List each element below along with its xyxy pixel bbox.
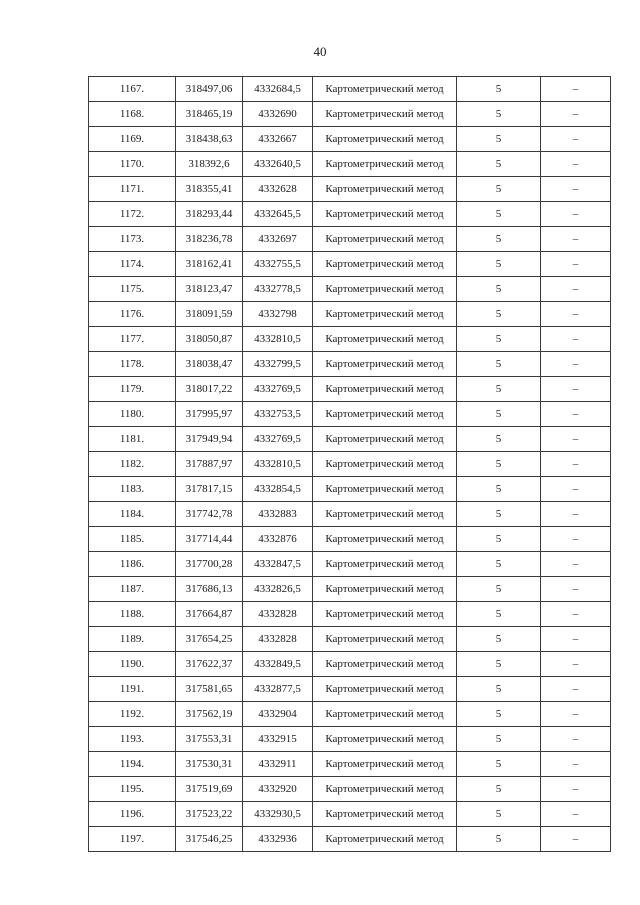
x-coordinate-cell: 317562,19 bbox=[176, 702, 243, 727]
table-row bbox=[89, 252, 611, 277]
accuracy-cell: 5 bbox=[457, 127, 541, 152]
table-row bbox=[89, 452, 611, 477]
table-row bbox=[89, 402, 611, 427]
note-cell: – bbox=[541, 477, 611, 502]
method-cell: Картометрический метод bbox=[313, 177, 457, 202]
method-cell: Картометрический метод bbox=[313, 827, 457, 852]
note-cell: – bbox=[541, 527, 611, 552]
x-coordinate-cell: 318091,59 bbox=[176, 302, 243, 327]
x-coordinate-cell: 317664,87 bbox=[176, 602, 243, 627]
point-number-cell: 1180. bbox=[89, 402, 176, 427]
x-coordinate-cell: 318236,78 bbox=[176, 227, 243, 252]
note-cell: – bbox=[541, 202, 611, 227]
method-cell: Картометрический метод bbox=[313, 727, 457, 752]
method-cell: Картометрический метод bbox=[313, 102, 457, 127]
point-number-cell: 1194. bbox=[89, 752, 176, 777]
y-coordinate-cell: 4332904 bbox=[243, 702, 313, 727]
note-cell: – bbox=[541, 102, 611, 127]
accuracy-cell: 5 bbox=[457, 452, 541, 477]
method-cell: Картометрический метод bbox=[313, 152, 457, 177]
method-cell: Картометрический метод bbox=[313, 77, 457, 102]
note-cell: – bbox=[541, 802, 611, 827]
x-coordinate-cell: 318392,6 bbox=[176, 152, 243, 177]
point-number-cell: 1193. bbox=[89, 727, 176, 752]
table-row bbox=[89, 177, 611, 202]
accuracy-cell: 5 bbox=[457, 502, 541, 527]
note-cell: – bbox=[541, 552, 611, 577]
note-cell: – bbox=[541, 327, 611, 352]
table-row bbox=[89, 602, 611, 627]
table-row bbox=[89, 577, 611, 602]
x-coordinate-cell: 317714,44 bbox=[176, 527, 243, 552]
point-number-cell: 1168. bbox=[89, 102, 176, 127]
point-number-cell: 1191. bbox=[89, 677, 176, 702]
note-cell: – bbox=[541, 352, 611, 377]
x-coordinate-cell: 318123,47 bbox=[176, 277, 243, 302]
table-row bbox=[89, 352, 611, 377]
coordinates-table bbox=[88, 76, 611, 852]
accuracy-cell: 5 bbox=[457, 752, 541, 777]
point-number-cell: 1174. bbox=[89, 252, 176, 277]
method-cell: Картометрический метод bbox=[313, 302, 457, 327]
y-coordinate-cell: 4332930,5 bbox=[243, 802, 313, 827]
y-coordinate-cell: 4332911 bbox=[243, 752, 313, 777]
y-coordinate-cell: 4332854,5 bbox=[243, 477, 313, 502]
method-cell: Картометрический метод bbox=[313, 652, 457, 677]
y-coordinate-cell: 4332847,5 bbox=[243, 552, 313, 577]
accuracy-cell: 5 bbox=[457, 652, 541, 677]
accuracy-cell: 5 bbox=[457, 402, 541, 427]
note-cell: – bbox=[541, 652, 611, 677]
y-coordinate-cell: 4332697 bbox=[243, 227, 313, 252]
x-coordinate-cell: 318038,47 bbox=[176, 352, 243, 377]
method-cell: Картометрический метод bbox=[313, 777, 457, 802]
table-row bbox=[89, 327, 611, 352]
y-coordinate-cell: 4332877,5 bbox=[243, 677, 313, 702]
accuracy-cell: 5 bbox=[457, 702, 541, 727]
accuracy-cell: 5 bbox=[457, 252, 541, 277]
note-cell: – bbox=[541, 127, 611, 152]
accuracy-cell: 5 bbox=[457, 827, 541, 852]
point-number-cell: 1171. bbox=[89, 177, 176, 202]
y-coordinate-cell: 4332755,5 bbox=[243, 252, 313, 277]
table-row bbox=[89, 127, 611, 152]
accuracy-cell: 5 bbox=[457, 552, 541, 577]
x-coordinate-cell: 318465,19 bbox=[176, 102, 243, 127]
y-coordinate-cell: 4332828 bbox=[243, 602, 313, 627]
note-cell: – bbox=[541, 252, 611, 277]
point-number-cell: 1169. bbox=[89, 127, 176, 152]
method-cell: Картометрический метод bbox=[313, 802, 457, 827]
x-coordinate-cell: 317654,25 bbox=[176, 627, 243, 652]
method-cell: Картометрический метод bbox=[313, 577, 457, 602]
x-coordinate-cell: 318438,63 bbox=[176, 127, 243, 152]
x-coordinate-cell: 317742,78 bbox=[176, 502, 243, 527]
accuracy-cell: 5 bbox=[457, 77, 541, 102]
point-number-cell: 1188. bbox=[89, 602, 176, 627]
x-coordinate-cell: 317519,69 bbox=[176, 777, 243, 802]
point-number-cell: 1175. bbox=[89, 277, 176, 302]
point-number-cell: 1196. bbox=[89, 802, 176, 827]
accuracy-cell: 5 bbox=[457, 102, 541, 127]
point-number-cell: 1173. bbox=[89, 227, 176, 252]
point-number-cell: 1181. bbox=[89, 427, 176, 452]
accuracy-cell: 5 bbox=[457, 352, 541, 377]
accuracy-cell: 5 bbox=[457, 677, 541, 702]
method-cell: Картометрический метод bbox=[313, 427, 457, 452]
point-number-cell: 1179. bbox=[89, 377, 176, 402]
point-number-cell: 1185. bbox=[89, 527, 176, 552]
y-coordinate-cell: 4332628 bbox=[243, 177, 313, 202]
point-number-cell: 1187. bbox=[89, 577, 176, 602]
table-row bbox=[89, 552, 611, 577]
method-cell: Картометрический метод bbox=[313, 202, 457, 227]
accuracy-cell: 5 bbox=[457, 727, 541, 752]
method-cell: Картометрический метод bbox=[313, 752, 457, 777]
y-coordinate-cell: 4332849,5 bbox=[243, 652, 313, 677]
note-cell: – bbox=[541, 777, 611, 802]
x-coordinate-cell: 317523,22 bbox=[176, 802, 243, 827]
table-row bbox=[89, 652, 611, 677]
note-cell: – bbox=[541, 577, 611, 602]
point-number-cell: 1182. bbox=[89, 452, 176, 477]
table-row bbox=[89, 502, 611, 527]
y-coordinate-cell: 4332769,5 bbox=[243, 377, 313, 402]
x-coordinate-cell: 318162,41 bbox=[176, 252, 243, 277]
method-cell: Картометрический метод bbox=[313, 527, 457, 552]
table-row bbox=[89, 277, 611, 302]
note-cell: – bbox=[541, 502, 611, 527]
note-cell: – bbox=[541, 427, 611, 452]
accuracy-cell: 5 bbox=[457, 427, 541, 452]
table-row bbox=[89, 827, 611, 852]
y-coordinate-cell: 4332915 bbox=[243, 727, 313, 752]
point-number-cell: 1197. bbox=[89, 827, 176, 852]
table-row bbox=[89, 727, 611, 752]
y-coordinate-cell: 4332667 bbox=[243, 127, 313, 152]
x-coordinate-cell: 318497,06 bbox=[176, 77, 243, 102]
note-cell: – bbox=[541, 727, 611, 752]
x-coordinate-cell: 318017,22 bbox=[176, 377, 243, 402]
table-row bbox=[89, 777, 611, 802]
method-cell: Картометрический метод bbox=[313, 677, 457, 702]
y-coordinate-cell: 4332798 bbox=[243, 302, 313, 327]
method-cell: Картометрический метод bbox=[313, 627, 457, 652]
accuracy-cell: 5 bbox=[457, 152, 541, 177]
method-cell: Картометрический метод bbox=[313, 702, 457, 727]
method-cell: Картометрический метод bbox=[313, 327, 457, 352]
method-cell: Картометрический метод bbox=[313, 552, 457, 577]
x-coordinate-cell: 317686,13 bbox=[176, 577, 243, 602]
table-row bbox=[89, 677, 611, 702]
point-number-cell: 1178. bbox=[89, 352, 176, 377]
x-coordinate-cell: 317995,97 bbox=[176, 402, 243, 427]
y-coordinate-cell: 4332645,5 bbox=[243, 202, 313, 227]
accuracy-cell: 5 bbox=[457, 377, 541, 402]
point-number-cell: 1170. bbox=[89, 152, 176, 177]
note-cell: – bbox=[541, 752, 611, 777]
accuracy-cell: 5 bbox=[457, 177, 541, 202]
accuracy-cell: 5 bbox=[457, 202, 541, 227]
table-row bbox=[89, 152, 611, 177]
table-row bbox=[89, 302, 611, 327]
y-coordinate-cell: 4332883 bbox=[243, 502, 313, 527]
point-number-cell: 1177. bbox=[89, 327, 176, 352]
x-coordinate-cell: 317817,15 bbox=[176, 477, 243, 502]
y-coordinate-cell: 4332799,5 bbox=[243, 352, 313, 377]
note-cell: – bbox=[541, 702, 611, 727]
y-coordinate-cell: 4332684,5 bbox=[243, 77, 313, 102]
method-cell: Картометрический метод bbox=[313, 477, 457, 502]
note-cell: – bbox=[541, 302, 611, 327]
point-number-cell: 1189. bbox=[89, 627, 176, 652]
note-cell: – bbox=[541, 452, 611, 477]
method-cell: Картометрический метод bbox=[313, 277, 457, 302]
method-cell: Картометрический метод bbox=[313, 227, 457, 252]
y-coordinate-cell: 4332876 bbox=[243, 527, 313, 552]
note-cell: – bbox=[541, 627, 611, 652]
coordinates-table-body bbox=[89, 77, 611, 852]
method-cell: Картометрический метод bbox=[313, 452, 457, 477]
method-cell: Картометрический метод bbox=[313, 602, 457, 627]
table-row bbox=[89, 702, 611, 727]
table-row bbox=[89, 227, 611, 252]
x-coordinate-cell: 317530,31 bbox=[176, 752, 243, 777]
note-cell: – bbox=[541, 827, 611, 852]
y-coordinate-cell: 4332769,5 bbox=[243, 427, 313, 452]
table-row bbox=[89, 377, 611, 402]
table-row bbox=[89, 102, 611, 127]
method-cell: Картометрический метод bbox=[313, 127, 457, 152]
x-coordinate-cell: 317700,28 bbox=[176, 552, 243, 577]
accuracy-cell: 5 bbox=[457, 527, 541, 552]
point-number-cell: 1167. bbox=[89, 77, 176, 102]
note-cell: – bbox=[541, 227, 611, 252]
method-cell: Картометрический метод bbox=[313, 377, 457, 402]
y-coordinate-cell: 4332826,5 bbox=[243, 577, 313, 602]
x-coordinate-cell: 318293,44 bbox=[176, 202, 243, 227]
table-row bbox=[89, 77, 611, 102]
y-coordinate-cell: 4332690 bbox=[243, 102, 313, 127]
x-coordinate-cell: 317546,25 bbox=[176, 827, 243, 852]
method-cell: Картометрический метод bbox=[313, 352, 457, 377]
y-coordinate-cell: 4332810,5 bbox=[243, 327, 313, 352]
accuracy-cell: 5 bbox=[457, 627, 541, 652]
y-coordinate-cell: 4332753,5 bbox=[243, 402, 313, 427]
x-coordinate-cell: 318355,41 bbox=[176, 177, 243, 202]
point-number-cell: 1184. bbox=[89, 502, 176, 527]
note-cell: – bbox=[541, 402, 611, 427]
note-cell: – bbox=[541, 77, 611, 102]
table-row bbox=[89, 802, 611, 827]
point-number-cell: 1195. bbox=[89, 777, 176, 802]
x-coordinate-cell: 317581,65 bbox=[176, 677, 243, 702]
note-cell: – bbox=[541, 152, 611, 177]
accuracy-cell: 5 bbox=[457, 277, 541, 302]
y-coordinate-cell: 4332920 bbox=[243, 777, 313, 802]
table-row bbox=[89, 627, 611, 652]
y-coordinate-cell: 4332828 bbox=[243, 627, 313, 652]
table-row bbox=[89, 477, 611, 502]
method-cell: Картометрический метод bbox=[313, 252, 457, 277]
note-cell: – bbox=[541, 177, 611, 202]
page-number: 40 bbox=[313, 44, 327, 59]
accuracy-cell: 5 bbox=[457, 777, 541, 802]
table-row bbox=[89, 527, 611, 552]
table-row bbox=[89, 202, 611, 227]
point-number-cell: 1176. bbox=[89, 302, 176, 327]
accuracy-cell: 5 bbox=[457, 602, 541, 627]
x-coordinate-cell: 317949,94 bbox=[176, 427, 243, 452]
accuracy-cell: 5 bbox=[457, 302, 541, 327]
point-number-cell: 1190. bbox=[89, 652, 176, 677]
method-cell: Картометрический метод bbox=[313, 402, 457, 427]
x-coordinate-cell: 317553,31 bbox=[176, 727, 243, 752]
point-number-cell: 1192. bbox=[89, 702, 176, 727]
point-number-cell: 1183. bbox=[89, 477, 176, 502]
accuracy-cell: 5 bbox=[457, 577, 541, 602]
x-coordinate-cell: 317887,97 bbox=[176, 452, 243, 477]
accuracy-cell: 5 bbox=[457, 327, 541, 352]
note-cell: – bbox=[541, 602, 611, 627]
y-coordinate-cell: 4332936 bbox=[243, 827, 313, 852]
x-coordinate-cell: 318050,87 bbox=[176, 327, 243, 352]
y-coordinate-cell: 4332810,5 bbox=[243, 452, 313, 477]
accuracy-cell: 5 bbox=[457, 477, 541, 502]
point-number-cell: 1186. bbox=[89, 552, 176, 577]
point-number-cell: 1172. bbox=[89, 202, 176, 227]
y-coordinate-cell: 4332640,5 bbox=[243, 152, 313, 177]
method-cell: Картометрический метод bbox=[313, 502, 457, 527]
note-cell: – bbox=[541, 677, 611, 702]
accuracy-cell: 5 bbox=[457, 802, 541, 827]
note-cell: – bbox=[541, 377, 611, 402]
note-cell: – bbox=[541, 277, 611, 302]
table-row bbox=[89, 752, 611, 777]
y-coordinate-cell: 4332778,5 bbox=[243, 277, 313, 302]
x-coordinate-cell: 317622,37 bbox=[176, 652, 243, 677]
accuracy-cell: 5 bbox=[457, 227, 541, 252]
table-row bbox=[89, 427, 611, 452]
